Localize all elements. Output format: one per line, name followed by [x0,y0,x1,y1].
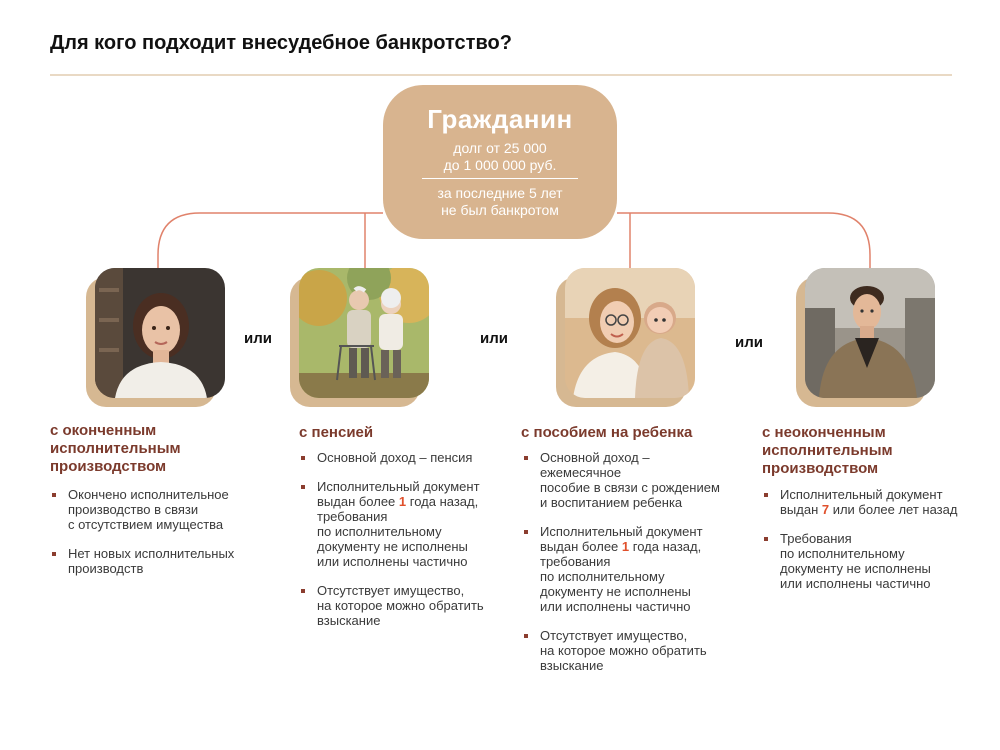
bullet-text: Окончено исполнительное производство в связи с отсутствием имущества [68,487,229,532]
bullet-text: Основной доход – ежемесячное пособие в связи с рождением и воспитанием ребенка [540,450,720,510]
bullet-list-1 [50,487,270,590]
bullet-item [299,479,509,569]
bullet-item [50,546,270,576]
bullet-item [50,487,270,532]
bullet-text: Исполнительный документ выдан более [540,524,703,554]
connector-right [617,213,870,270]
photo-card-2 [299,268,429,398]
woman-portrait-photo [95,268,225,398]
elderly-couple-photo [299,268,429,398]
photo-card-1 [95,268,225,398]
page-title: Для кого подходит внесудебное банкротство? [50,32,512,54]
mother-with-child-photo [565,268,695,398]
bullet-list-3 [522,450,747,687]
root-debt-range: долг от 25 000 до 1 000 000 руб. [443,140,557,173]
bullet-text: Исполнительный документ выдан [780,487,943,517]
root-bankruptcy-history: за последние 5 лет не был банкротом [437,185,563,218]
bullet-text: Требования по исполнительному документу не исполнены или исполнены частично [780,531,931,591]
bullet-item [299,450,509,465]
root-divider [422,178,578,179]
bullet-text: Основной доход – пенсия [317,450,473,465]
bullet-item [522,524,747,614]
or-separator-3: или [735,334,763,351]
bullet-item [762,531,987,591]
young-man-photo [805,268,935,398]
photo-card-4 [805,268,935,398]
bullet-item [522,628,747,673]
connector-left [158,213,383,270]
bullet-item [762,487,987,517]
group-title-4: с неоконченным исполнительным производством [762,424,893,477]
root-title: Гражданин [427,104,573,134]
bullet-text: Исполнительный документ выдан более [317,479,480,509]
highlight-number: 1 [621,539,630,554]
bullet-list-4 [762,487,987,605]
group-title-1: с оконченным исполнительным производством [50,422,181,475]
highlight-number: 7 [821,502,830,517]
group-title-3: с пособием на ребенка [521,424,693,441]
bullet-item [522,450,747,510]
group-title-2: с пенсией [299,424,374,441]
bullet-text: Отсутствует имущество, на которое можно обратить взыскание [317,583,484,628]
photo-card-3 [565,268,695,398]
bullet-text: или более лет назад [829,502,958,517]
bullet-item [299,583,509,628]
bullet-text: Нет новых исполнительных производств [68,546,235,576]
bullet-text: года назад, требования по исполнительному документу не исполнены или исполнены частично [317,494,479,569]
or-separator-1: или [244,330,272,347]
bullet-text: Отсутствует имущество, на которое можно обратить взыскание [540,628,707,673]
bullet-list-2 [299,450,509,642]
or-separator-2: или [480,330,508,347]
root-node-citizen [383,85,617,239]
highlight-number: 1 [398,494,407,509]
bullet-text: года назад, требования по исполнительному документу не исполнены или исполнены частично [540,539,702,614]
